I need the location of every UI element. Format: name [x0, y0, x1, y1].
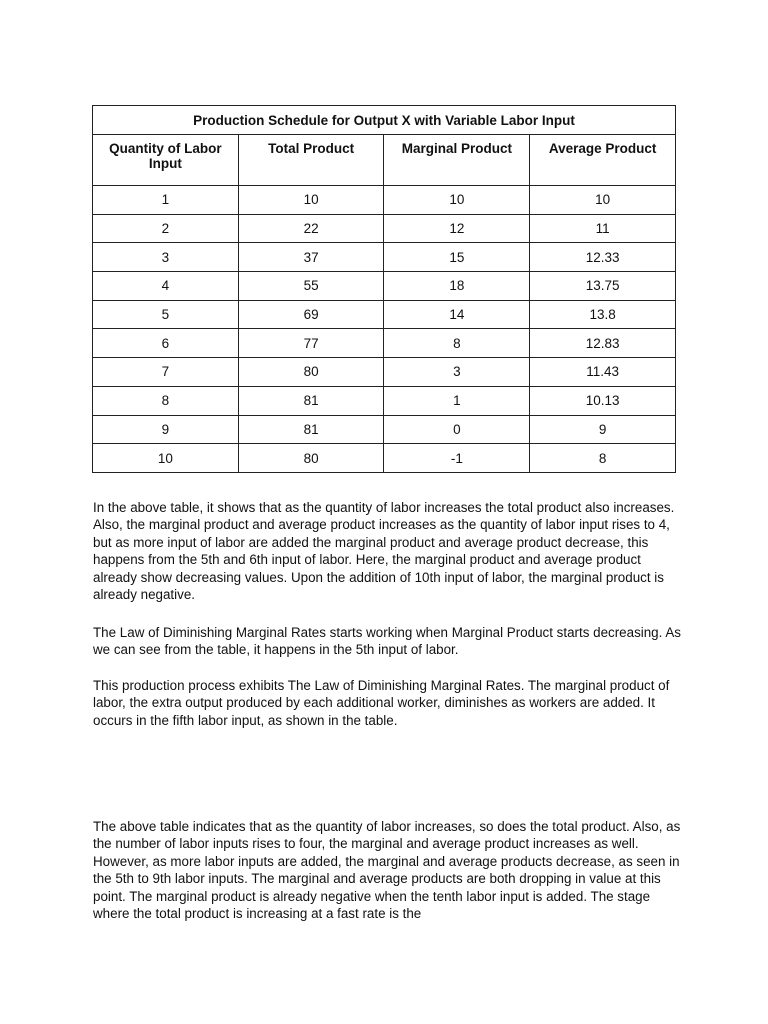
cell-total: 55 — [238, 272, 384, 301]
table-row — [93, 272, 676, 301]
cell-labor: 7 — [93, 358, 239, 387]
cell-labor: 9 — [93, 415, 239, 444]
table-header-row — [93, 135, 676, 186]
paragraph-table-analysis: In the above table, it shows that as the quantity of labor increases the total product also increases. Also, the marginal product and average product increases as the quantity of labor input rises to 4, but as more input of labor are added the marginal product and average product decrease, this happens from the 5th and 6th input of labor. Here, the marginal product and average product already show decreasing values. Upon the addition of 10th input of labor, the marginal product is already negative. — [93, 500, 675, 603]
table-row — [93, 214, 676, 243]
table-title: Production Schedule for Output X with Variable Labor Input — [93, 106, 676, 135]
table-row — [93, 243, 676, 272]
table-row — [93, 444, 676, 473]
cell-total: 81 — [238, 386, 384, 415]
header-quantity-of-labor: Quantity of Labor Input — [93, 135, 239, 186]
table-row — [93, 386, 676, 415]
cell-labor: 6 — [93, 329, 239, 358]
cell-total: 22 — [238, 214, 384, 243]
cell-total: 81 — [238, 415, 384, 444]
cell-average: 8 — [530, 444, 676, 473]
cell-average: 12.83 — [530, 329, 676, 358]
cell-labor: 3 — [93, 243, 239, 272]
cell-total: 77 — [238, 329, 384, 358]
cell-total: 80 — [238, 358, 384, 387]
table-row — [93, 415, 676, 444]
cell-marginal: 12 — [384, 214, 530, 243]
header-marginal-product: Marginal Product — [384, 135, 530, 186]
cell-labor: 4 — [93, 272, 239, 301]
cell-labor: 1 — [93, 186, 239, 215]
production-schedule-table — [92, 105, 676, 473]
paragraph-table-restated: The above table indicates that as the quantity of labor increases, so does the total product. Also, as the number of labor inputs rises to four, the marginal and average product increases as well. However, as more labor inputs are added, the marginal and average products decrease, as seen in the 5th to 9th labor inputs. The marginal and average products are both dropping in value at this point. The marginal product is already negative when the tenth labor input is added. The stage where the total product is increasing at a fast rate is the — [93, 819, 681, 922]
cell-average: 11 — [530, 214, 676, 243]
header-total-product: Total Product — [238, 135, 384, 186]
cell-marginal: 18 — [384, 272, 530, 301]
cell-average: 13.8 — [530, 300, 676, 329]
cell-average: 10 — [530, 186, 676, 215]
cell-average: 11.43 — [530, 358, 676, 387]
cell-average: 13.75 — [530, 272, 676, 301]
cell-labor: 8 — [93, 386, 239, 415]
cell-marginal: 14 — [384, 300, 530, 329]
cell-total: 10 — [238, 186, 384, 215]
cell-total: 37 — [238, 243, 384, 272]
header-average-product: Average Product — [530, 135, 676, 186]
table-row — [93, 358, 676, 387]
cell-marginal: 3 — [384, 358, 530, 387]
cell-marginal: 8 — [384, 329, 530, 358]
cell-labor: 5 — [93, 300, 239, 329]
table-row — [93, 300, 676, 329]
cell-labor: 10 — [93, 444, 239, 473]
paragraph-law-start: The Law of Diminishing Marginal Rates starts working when Marginal Product starts decreasing. As we can see from the table, it happens in the 5th input of labor. — [93, 625, 681, 658]
cell-total: 69 — [238, 300, 384, 329]
paragraph-law-exhibits: This production process exhibits The Law of Diminishing Marginal Rates. The marginal product of labor, the extra output produced by each additional worker, diminishes as workers are added. It occurs in the fifth labor input, as shown in the table. — [93, 678, 670, 728]
table-row — [93, 186, 676, 215]
cell-total: 80 — [238, 444, 384, 473]
cell-marginal: 0 — [384, 415, 530, 444]
cell-average: 9 — [530, 415, 676, 444]
cell-marginal: 10 — [384, 186, 530, 215]
cell-labor: 2 — [93, 214, 239, 243]
cell-marginal: -1 — [384, 444, 530, 473]
cell-marginal: 15 — [384, 243, 530, 272]
cell-average: 10.13 — [530, 386, 676, 415]
cell-marginal: 1 — [384, 386, 530, 415]
table-row — [93, 329, 676, 358]
cell-average: 12.33 — [530, 243, 676, 272]
